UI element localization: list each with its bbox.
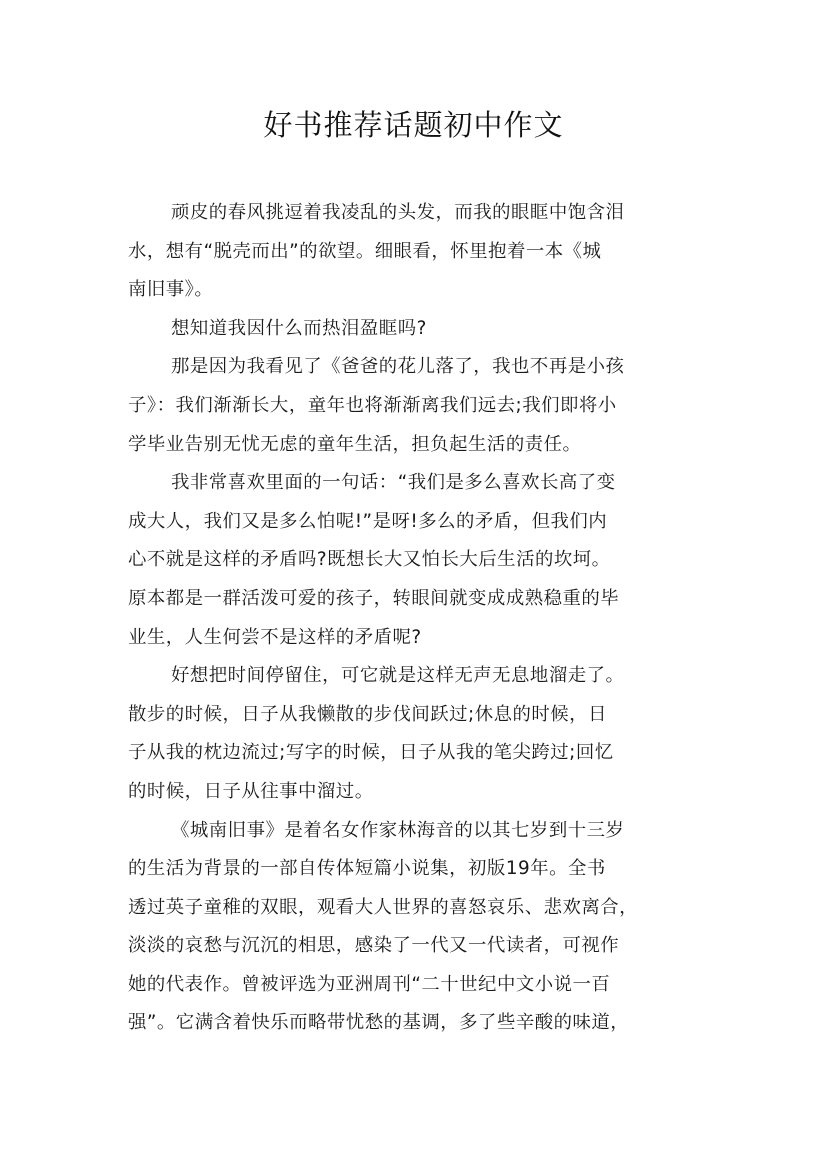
text-line: 的生活为背景的一部自传体短篇小说集，初版19年。全书 [128,858,606,880]
text-line: 的时候，日子从往事中溜过。 [128,780,374,802]
text-line: 业生，人生何尝不是这样的矛盾呢? [128,626,422,648]
document-body [128,194,718,1043]
text-line: 学毕业告别无忧无虑的童年生活，担负起生活的责任。 [128,433,582,455]
text-line: 子从我的枕边流过;写字的时候，日子从我的笔尖跨过;回忆 [128,742,614,764]
text-line: 顽皮的春风挑逗着我凌乱的头发，而我的眼眶中饱含泪 [171,202,625,223]
text-line: 淡淡的哀愁与沉沉的相思，感染了一代又一代读者，可视作 [128,935,620,957]
text-line: 透过英子童稚的双眼，观看大人世界的喜怒哀乐、悲欢离合， [128,896,639,918]
text-line: 心不就是这样的矛盾吗?既想长大又怕长大后生活的坎坷。 [128,549,611,571]
document-title: 好书推荐话题初中作文 [263,108,564,142]
text-line: 原本都是一群活泼可爱的孩子，转眼间就变成成熟稳重的毕 [128,587,620,609]
text-line: 成大人，我们又是多么怕呢!”是呀!多么的矛盾，但我们内 [128,510,608,532]
text-line: 子》：我们渐渐长大，童年也将渐渐离我们远去;我们即将小 [128,394,617,416]
text-line: 那是因为我看见了《爸爸的花儿落了，我也不再是小孩 [171,356,625,378]
text-line: 想知道我因什么而热泪盈眶吗? [171,317,427,339]
text-line: 南旧事》。 [128,279,214,301]
text-line: 散步的时候，日子从我懒散的步伐间跃过;休息的时候，日 [128,703,607,725]
text-line: 我非常喜欢里面的一句话：“我们是多么喜欢长高了变 [171,472,616,494]
text-line: 强”。它满含着快乐而略带忧愁的基调，多了些辛酸的味道， [128,1012,630,1034]
text-line: 水，想有“脱壳而出”的欲望。细眼看，怀里抱着一本《城 [128,240,602,262]
text-line: 好想把时间停留住，可它就是这样无声无息地溜走了。 [171,665,625,687]
text-line: 《城南旧事》是着名女作家林海音的以其七岁到十三岁 [171,819,625,841]
text-line: 她的代表作。曾被评选为亚洲周刊“二十世纪中文小说一百 [128,973,611,995]
